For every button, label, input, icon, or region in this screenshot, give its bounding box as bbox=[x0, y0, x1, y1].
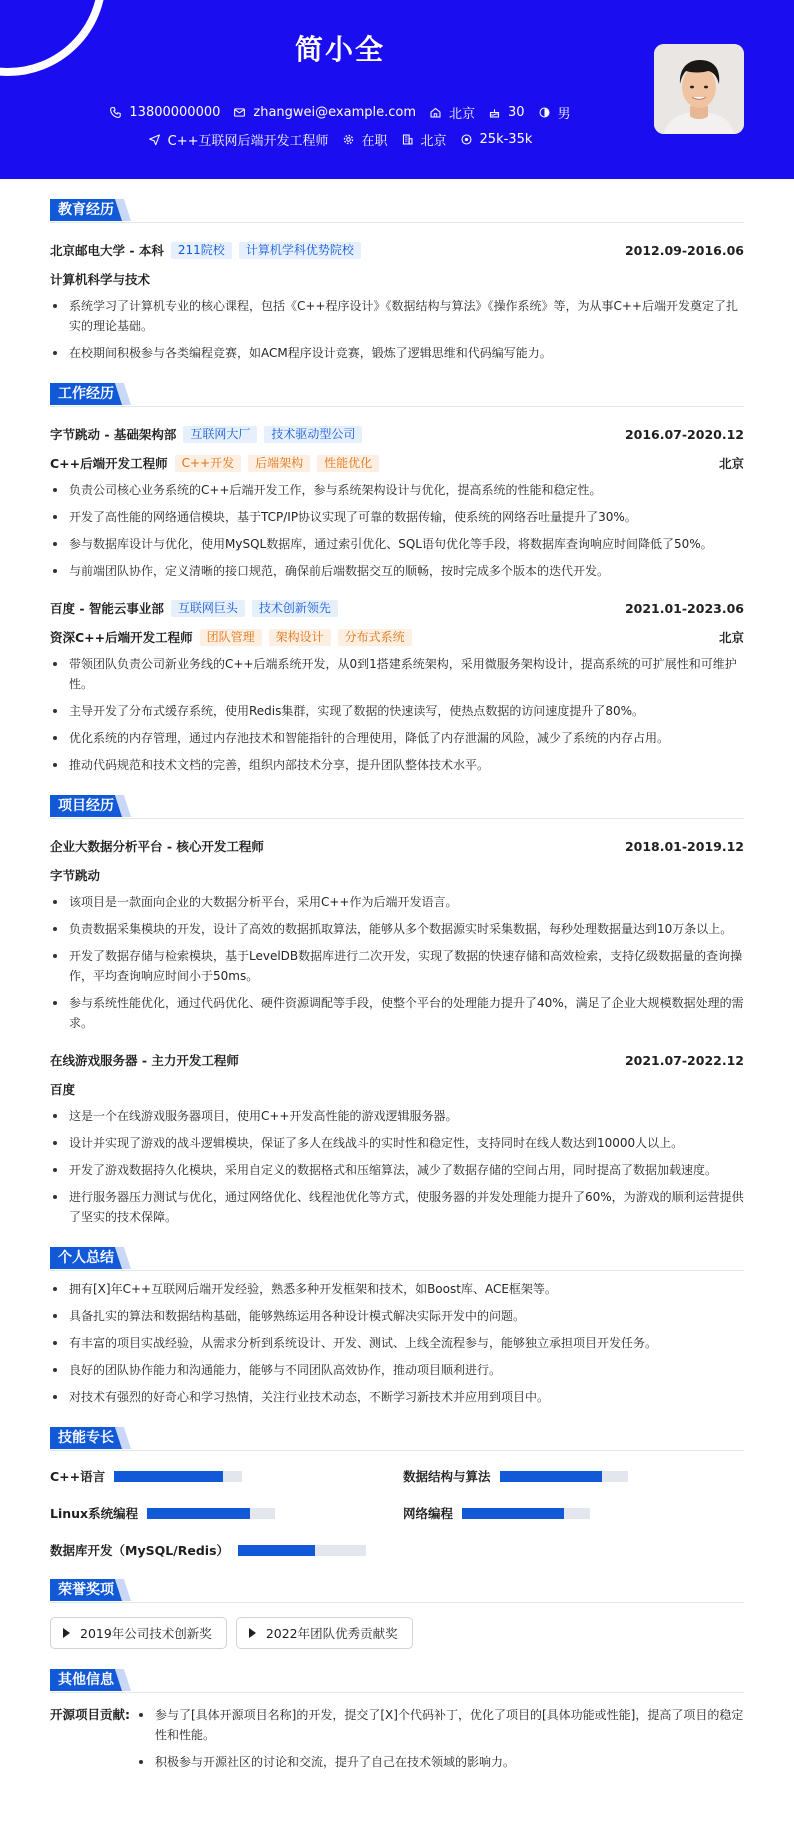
honor-badge bbox=[236, 1617, 413, 1649]
skill-name: C++语言 bbox=[50, 1469, 106, 1484]
skill-item bbox=[403, 1467, 744, 1485]
target-city-info: 北京 bbox=[401, 130, 447, 149]
skill-name: Linux系统编程 bbox=[50, 1506, 139, 1521]
city-info: 北京 bbox=[429, 103, 475, 122]
date-range: 2016.07-2020.12 bbox=[624, 426, 744, 442]
major-name: 计算机科学与技术 bbox=[50, 272, 151, 287]
list-item: 参与数据库设计与优化，使用MySQL数据库，通过索引优化、SQL语句优化等手段，将数据库查询响应时间降低了50%。 bbox=[50, 534, 744, 554]
role-tag: 后端架构 bbox=[248, 455, 310, 472]
list-item: 与前端团队协作，定义清晰的接口规范，确保前后端数据交互的顺畅，按时完成多个版本的迭代开发。 bbox=[50, 561, 744, 581]
bullet-list bbox=[50, 892, 744, 1033]
skill-bar-fill bbox=[462, 1508, 564, 1519]
skill-bar bbox=[238, 1545, 366, 1556]
project-entry bbox=[50, 837, 744, 1033]
education-section bbox=[50, 199, 744, 363]
role-tag: 团队管理 bbox=[200, 629, 262, 646]
job-role: 资深C++后端开发工程师 bbox=[50, 630, 193, 645]
company-tag: 互联网大厂 bbox=[183, 426, 257, 443]
project-name: 企业大数据分析平台 - 核心开发工程师 bbox=[50, 839, 264, 854]
section-header bbox=[50, 1669, 744, 1693]
skill-bar bbox=[114, 1471, 242, 1482]
work-entry bbox=[50, 599, 744, 775]
project-entry bbox=[50, 1051, 744, 1227]
date-range: 2021.01-2023.06 bbox=[624, 600, 744, 616]
skill-item bbox=[50, 1504, 403, 1522]
list-item: 在校期间积极参与各类编程竞赛，如ACM程序设计竞赛，锻炼了逻辑思维和代码编写能力。 bbox=[50, 343, 744, 363]
section-header bbox=[50, 199, 744, 223]
resume-body bbox=[0, 199, 794, 1772]
project-name: 在线游戏服务器 - 主力开发工程师 bbox=[50, 1053, 239, 1068]
section-title: 技能专长 bbox=[50, 1427, 122, 1449]
job-intent-row bbox=[0, 130, 680, 149]
list-item: 进行服务器压力测试与优化，通过网络优化、线程池优化等方式，使服务器的并发处理能力提升了60%，为游戏的顺利运营提供了坚实的技术保障。 bbox=[50, 1187, 744, 1227]
home-icon bbox=[429, 106, 442, 119]
company-name: 字节跳动 - 基础架构部 bbox=[50, 427, 177, 442]
skill-item bbox=[50, 1541, 403, 1559]
skill-bar bbox=[500, 1471, 628, 1482]
skills-section bbox=[50, 1427, 744, 1559]
section-header bbox=[50, 383, 744, 407]
list-item: 主导开发了分布式缓存系统，使用Redis集群，实现了数据的快速读写，使热点数据的访问速度提升了80%。 bbox=[50, 701, 744, 721]
skill-name: 数据库开发（MySQL/Redis） bbox=[50, 1543, 230, 1558]
bullet-list bbox=[50, 296, 744, 363]
gender-icon bbox=[538, 106, 551, 119]
bullet-list bbox=[50, 654, 744, 775]
list-item: 开发了数据存储与检索模块，基于LevelDB数据库进行二次开发，实现了数据的快速存储和高效检索，支持亿级数据量的查询操作，平均查询响应时间小于50ms。 bbox=[50, 946, 744, 986]
entry-subheading bbox=[50, 454, 744, 472]
bullet-list bbox=[136, 1698, 744, 1772]
role-tag: 分布式系统 bbox=[338, 629, 412, 646]
building-icon bbox=[401, 133, 414, 146]
education-entry bbox=[50, 241, 744, 363]
list-item: 系统学习了计算机专业的核心课程，包括《C++程序设计》《数据结构与算法》《操作系统》等，为从事C++后端开发奠定了扎实的理论基础。 bbox=[50, 296, 744, 336]
company-name: 百度 - 智能云事业部 bbox=[50, 601, 164, 616]
bullet-list bbox=[50, 1106, 744, 1227]
phone-info: 13800000000 bbox=[109, 103, 220, 122]
list-item: 具备扎实的算法和数据结构基础，能够熟练运用各种设计模式解决实际开发中的问题。 bbox=[50, 1306, 744, 1326]
honor-label: 2019年公司技术创新奖 bbox=[80, 1626, 212, 1641]
honor-badge bbox=[50, 1617, 227, 1649]
list-item: 该项目是一款面向企业的大数据分析平台，采用C++作为后端开发语言。 bbox=[50, 892, 744, 912]
play-icon bbox=[63, 1628, 70, 1638]
role-tag: C++开发 bbox=[175, 455, 242, 472]
money-icon bbox=[460, 133, 473, 146]
mail-icon bbox=[233, 106, 246, 119]
job-role: C++后端开发工程师 bbox=[50, 456, 168, 471]
list-item: 设计并实现了游戏的战斗逻辑模块，保证了多人在线战斗的实时性和稳定性，支持同时在线人数达到10000人以上。 bbox=[50, 1133, 744, 1153]
section-title: 其他信息 bbox=[50, 1669, 122, 1691]
section-title: 项目经历 bbox=[50, 795, 122, 817]
list-item: 有丰富的项目实战经验，从需求分析到系统设计、开发、测试、上线全流程参与，能够独立承担项目开发任务。 bbox=[50, 1333, 744, 1353]
skill-name: 网络编程 bbox=[403, 1506, 454, 1521]
date-range: 2018.01-2019.12 bbox=[624, 838, 744, 854]
skills-grid bbox=[50, 1467, 744, 1559]
section-header bbox=[50, 795, 744, 819]
honor-label: 2022年团队优秀贡献奖 bbox=[265, 1626, 398, 1641]
age-info: 30 bbox=[488, 103, 525, 122]
entry-heading bbox=[50, 241, 744, 259]
skill-item bbox=[403, 1504, 744, 1522]
skill-name: 数据结构与算法 bbox=[403, 1469, 491, 1484]
date-range: 2012.09-2016.06 bbox=[624, 242, 744, 258]
section-header bbox=[50, 1579, 744, 1603]
bullet-list bbox=[50, 1279, 744, 1407]
list-item: 带领团队负责公司新业务线的C++后端系统开发，从0到1搭建系统架构，采用微服务架构设计，提高系统的可扩展性和可维护性。 bbox=[50, 654, 744, 694]
list-item: 推动代码规范和技术文档的完善，组织内部技术分享，提升团队整体技术水平。 bbox=[50, 755, 744, 775]
company-tag: 技术驱动型公司 bbox=[264, 426, 362, 443]
email-info: zhangwei@example.com bbox=[233, 103, 416, 122]
skill-item bbox=[50, 1467, 403, 1485]
entry-subheading bbox=[50, 628, 744, 646]
status-info: 在职 bbox=[342, 130, 388, 149]
list-item: 良好的团队协作能力和沟通能力，能够与不同团队高效协作，推动项目顺利进行。 bbox=[50, 1360, 744, 1380]
school-tag: 计算机学科优势院校 bbox=[239, 242, 361, 259]
skill-bar-fill bbox=[500, 1471, 602, 1482]
list-item: 参与系统性能优化，通过代码优化、硬件资源调配等手段，使整个平台的处理能力提升了40%，满足了企业大规模数据处理的需求。 bbox=[50, 993, 744, 1033]
other-section bbox=[50, 1669, 744, 1772]
skill-bar-fill bbox=[114, 1471, 223, 1482]
list-item: 优化系统的内存管理，通过内存池技术和智能指针的合理使用，降低了内存泄漏的风险，减少了系统的内存占用。 bbox=[50, 728, 744, 748]
role-tag: 性能优化 bbox=[317, 455, 379, 472]
list-item: 开发了高性能的网络通信模块，基于TCP/IP协议实现了可靠的数据传输，使系统的网络吞吐量提升了30%。 bbox=[50, 507, 744, 527]
job-location: 北京 bbox=[718, 456, 744, 471]
play-icon bbox=[249, 1628, 256, 1638]
section-title: 荣誉奖项 bbox=[50, 1579, 122, 1601]
entry-heading bbox=[50, 599, 744, 617]
other-info-row bbox=[50, 1705, 744, 1772]
project-org: 百度 bbox=[50, 1082, 76, 1097]
bullet-list bbox=[50, 480, 744, 581]
school-name: 北京邮电大学 - 本科 bbox=[50, 243, 164, 258]
project-org: 字节跳动 bbox=[50, 868, 101, 883]
send-icon bbox=[148, 133, 161, 146]
list-item: 对技术有强烈的好奇心和学习热情，关注行业技术动态，不断学习新技术并应用到项目中。 bbox=[50, 1387, 744, 1407]
salary-info: 25k-35k bbox=[460, 130, 533, 149]
entry-subheading bbox=[50, 866, 744, 884]
other-label: 开源项目贡献: bbox=[50, 1707, 130, 1722]
list-item: 负责数据采集模块的开发，设计了高效的数据抓取算法，能够从多个数据源实时采集数据，每秒处理数据量达到10万条以上。 bbox=[50, 919, 744, 939]
list-item: 负责公司核心业务系统的C++后端开发工作，参与系统架构设计与优化，提高系统的性能和稳定性。 bbox=[50, 480, 744, 500]
honors-section bbox=[50, 1579, 744, 1649]
skill-bar bbox=[147, 1508, 275, 1519]
cake-icon bbox=[488, 106, 501, 119]
skill-bar-fill bbox=[147, 1508, 249, 1519]
work-entry bbox=[50, 425, 744, 581]
contact-row bbox=[0, 103, 680, 122]
date-range: 2021.07-2022.12 bbox=[624, 1052, 744, 1068]
section-title: 工作经历 bbox=[50, 383, 122, 405]
avatar-photo bbox=[654, 44, 744, 134]
company-tag: 互联网巨头 bbox=[171, 600, 245, 617]
list-item: 这是一个在线游戏服务器项目，使用C++开发高性能的游戏逻辑服务器。 bbox=[50, 1106, 744, 1126]
projects-section bbox=[50, 795, 744, 1227]
list-item: 开发了游戏数据持久化模块，采用自定义的数据格式和压缩算法，减少了数据存储的空间占用，同时提高了数据加载速度。 bbox=[50, 1160, 744, 1180]
entry-subheading bbox=[50, 270, 744, 288]
section-title: 教育经历 bbox=[50, 199, 122, 221]
section-header bbox=[50, 1247, 744, 1271]
entry-subheading bbox=[50, 1080, 744, 1098]
company-tag: 技术创新领先 bbox=[252, 600, 338, 617]
work-section bbox=[50, 383, 744, 775]
school-tag: 211院校 bbox=[171, 242, 232, 259]
avatar-image bbox=[654, 44, 744, 134]
resume-header bbox=[0, 0, 794, 179]
gender-info: 男 bbox=[538, 103, 571, 122]
list-item: 参与了[具体开源项目名称]的开发，提交了[X]个代码补丁，优化了项目的[具体功能或性能]，提高了项目的稳定性和性能。 bbox=[136, 1705, 744, 1745]
summary-section bbox=[50, 1247, 744, 1407]
list-item: 拥有[X]年C++互联网后端开发经验，熟悉多种开发框架和技术，如Boost库、ACE框架等。 bbox=[50, 1279, 744, 1299]
phone-icon bbox=[109, 106, 122, 119]
section-header bbox=[50, 1427, 744, 1451]
gear-icon bbox=[342, 133, 355, 146]
section-title: 个人总结 bbox=[50, 1247, 122, 1269]
list-item: 积极参与开源社区的讨论和交流，提升了自己在技术领域的影响力。 bbox=[136, 1752, 744, 1772]
honors-list bbox=[50, 1617, 744, 1649]
entry-heading bbox=[50, 1051, 744, 1069]
skill-bar bbox=[462, 1508, 590, 1519]
job-title-info: C++互联网后端开发工程师 bbox=[148, 130, 329, 149]
entry-heading bbox=[50, 837, 744, 855]
candidate-name: 简小全 bbox=[294, 33, 385, 66]
role-tag: 架构设计 bbox=[269, 629, 331, 646]
job-location: 北京 bbox=[718, 630, 744, 645]
skill-bar-fill bbox=[238, 1545, 315, 1556]
entry-heading bbox=[50, 425, 744, 443]
